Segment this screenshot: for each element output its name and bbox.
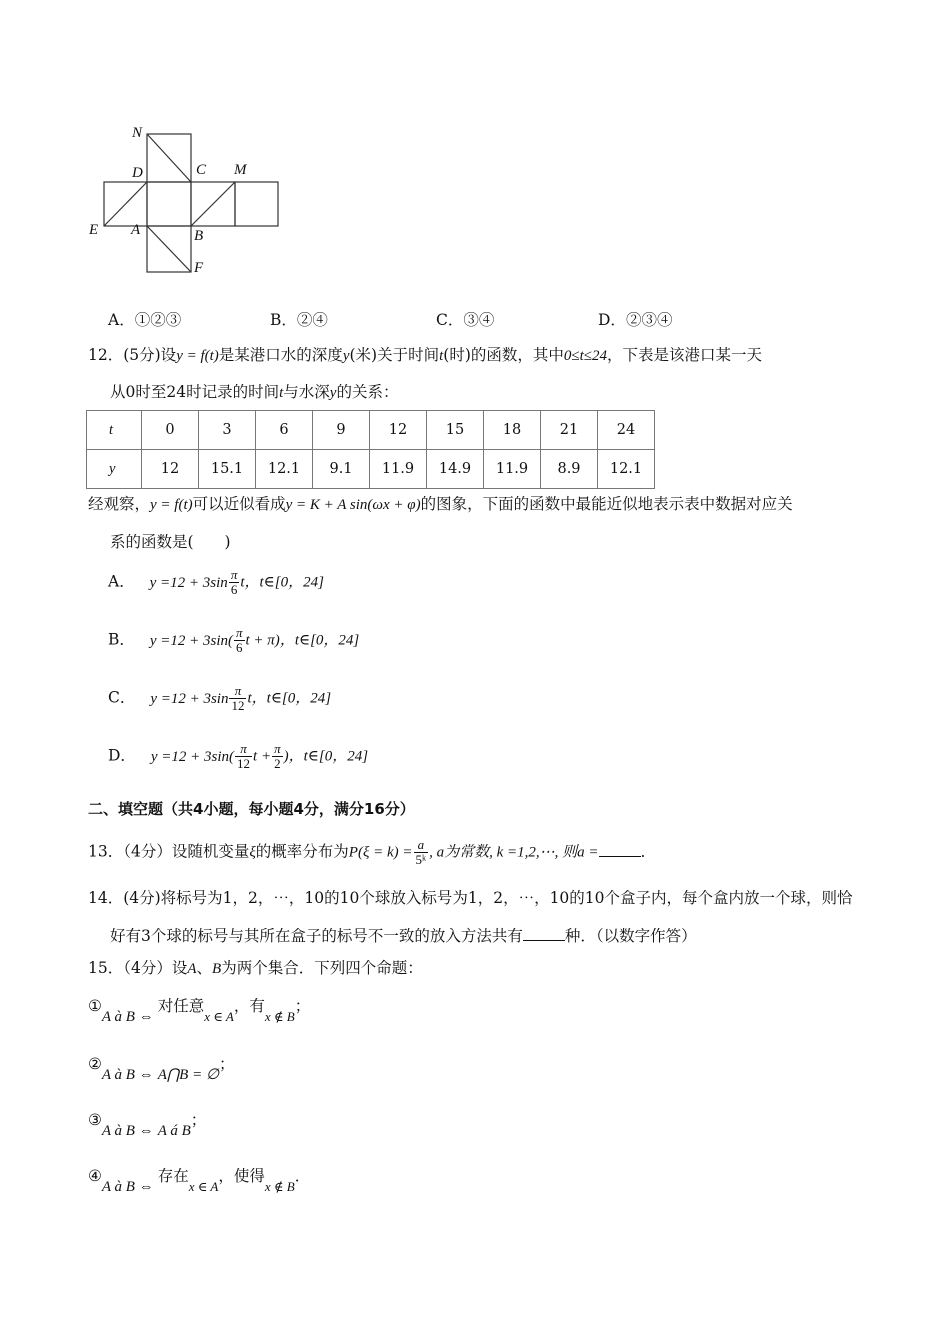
table-cell: 11.9 — [484, 450, 541, 489]
fraction-numerator: π — [274, 741, 281, 756]
q12-text: ，下表是该港口某一天 — [607, 346, 763, 364]
table-cell: 0 — [142, 411, 199, 450]
depth-table — [86, 410, 655, 489]
option-math: y =12 + 3sin — [149, 574, 228, 591]
q12-math: t — [279, 385, 284, 401]
table-cell: 15 — [427, 411, 484, 450]
proposition-math: A à B ⇔ — [101, 1179, 154, 1195]
q12-math: y = K + A sin(ωx + φ) — [285, 497, 421, 513]
option-domain: ，t∈[0，24] — [288, 748, 369, 765]
fraction-denominator: 5ᵏ — [415, 852, 427, 867]
q11-option-letter: D． — [598, 311, 626, 329]
q12-line-3 — [88, 494, 793, 515]
figure-label-m: M — [234, 162, 247, 178]
q12-math: y = f(t) — [150, 497, 193, 513]
table-row — [87, 450, 655, 489]
q12-option-b — [108, 626, 359, 655]
q12-text: (时)的函数，其中 — [443, 346, 564, 364]
proposition-text: ． — [294, 1167, 311, 1185]
q12-option-c — [108, 684, 331, 713]
figure-label-c: C — [196, 162, 207, 178]
table-cell: 12.1 — [256, 450, 313, 489]
q12-option-d — [108, 742, 368, 771]
q11-option-letter: A． — [108, 311, 135, 329]
figure-label-e: E — [89, 222, 99, 238]
proposition-math: A⋂B = ∅ — [157, 1067, 220, 1083]
q12-line-1 — [88, 345, 762, 366]
q11-option-letter: B． — [270, 311, 297, 329]
q12-text: 从0时至24时记录的时间 — [110, 383, 280, 401]
proposition-text: ； — [294, 997, 311, 1015]
fraction — [235, 742, 252, 771]
proposition-math: x ∈ A — [188, 1179, 219, 1194]
q13-math: P(ξ = k) = — [348, 844, 413, 861]
answer-blank[interactable] — [523, 926, 565, 941]
figure-label-a: A — [131, 222, 141, 238]
option-math: y =12 + 3sin — [150, 690, 229, 707]
table-cell: 15.1 — [199, 450, 256, 489]
proposition-number: ② — [88, 1055, 102, 1073]
proposition-math: x ∉ B — [264, 1009, 295, 1024]
table-cell: 3 — [199, 411, 256, 450]
fraction — [414, 838, 429, 867]
fraction-numerator: π — [230, 567, 238, 582]
proposition-math: A á B — [157, 1123, 191, 1139]
q13-text: 13．（4分）设随机变量 — [88, 842, 250, 861]
q12-text: 12．(5分)设 — [88, 346, 177, 364]
option-math: t + π) — [245, 632, 280, 649]
table-cell: 11.9 — [370, 450, 427, 489]
figure-label-f: F — [194, 260, 204, 276]
table-cell: 12.1 — [598, 450, 655, 489]
q12-text: 的图象，下面的函数中最能近似地表示表中数据对应关 — [420, 495, 793, 513]
q11-option-a — [108, 310, 181, 330]
q12-text: 是某港口水的深度 — [218, 346, 343, 364]
q15-text: 为两个集合．下列四个命题： — [221, 959, 423, 977]
cube-net-figure — [100, 128, 290, 278]
table-cell: 14.9 — [427, 450, 484, 489]
q12-math: t — [439, 348, 444, 364]
table-header-t: t — [87, 411, 142, 450]
q11-option-text: ②④ — [296, 311, 328, 329]
figure-label-b: B — [194, 228, 204, 244]
proposition-math: x ∈ A — [204, 1009, 234, 1024]
q12-text: 可以近似看成 — [192, 495, 286, 513]
q12-option-a — [108, 568, 324, 597]
q15-proposition-1 — [88, 996, 311, 1025]
proposition-math: A à B ⇔ — [101, 1123, 154, 1139]
proposition-text: 对任意 — [157, 997, 205, 1015]
q12-text: 与水深 — [283, 383, 330, 401]
q12-text: (米)关于时间 — [349, 346, 440, 364]
q12-line-4: 系的函数是( ) — [110, 533, 231, 551]
q13 — [88, 838, 656, 867]
proposition-text: ； — [219, 1055, 235, 1073]
table-cell: 8.9 — [541, 450, 598, 489]
fraction-numerator: a — [414, 838, 429, 853]
q11-option-text: ①②③ — [134, 311, 182, 329]
q14-line-2 — [110, 926, 697, 946]
option-math: t + — [253, 748, 272, 765]
q11-option-text: ③④ — [463, 311, 495, 329]
table-cell: 18 — [484, 411, 541, 450]
q12-math: y — [342, 348, 350, 364]
q15-proposition-2 — [88, 1054, 235, 1083]
table-cell: 12 — [370, 411, 427, 450]
fraction-numerator: π — [229, 684, 246, 699]
option-domain: ，t∈[0，24] — [244, 574, 324, 591]
table-row — [87, 411, 655, 450]
q11-option-d — [598, 310, 672, 330]
answer-blank[interactable] — [599, 842, 641, 857]
fraction — [229, 568, 240, 597]
fraction-denominator: 12 — [231, 698, 245, 713]
option-letter: A． — [108, 572, 135, 591]
figure-label-d: D — [132, 165, 143, 181]
proposition-number: ③ — [88, 1111, 102, 1129]
q14-line-1: 14．(4分)将标号为1，2，⋯，10的10个球放入标号为1，2，⋯，10的10个盒子内，每个盒内放一个球，则恰 — [88, 889, 853, 907]
q11-option-text: ②③④ — [625, 311, 673, 329]
proposition-math: A à B ⇔ — [101, 1009, 154, 1025]
q15-math: B — [212, 961, 222, 977]
option-math: ) — [283, 748, 289, 765]
fraction-numerator: π — [235, 625, 243, 640]
fraction-numerator: π — [235, 742, 252, 757]
fraction — [234, 626, 245, 655]
fraction — [272, 742, 283, 771]
q13-text: ． — [640, 842, 657, 861]
q14-text: 种．（以数字作答） — [564, 927, 697, 945]
q15-math: A — [187, 961, 197, 977]
table-cell: 24 — [598, 411, 655, 450]
q15-text: 15．（4分）设 — [88, 959, 188, 977]
option-letter: C． — [108, 688, 136, 707]
q15-text: 、 — [196, 959, 213, 977]
fraction — [229, 684, 246, 713]
q12-text: 经观察， — [88, 495, 151, 513]
option-letter: B． — [108, 630, 135, 649]
q13-math: ξ — [249, 844, 256, 861]
q13-math: , a为常数, k =1,2,⋯, 则a = — [429, 844, 599, 861]
fraction-denominator: 2 — [274, 756, 281, 771]
q12-math: y — [329, 385, 337, 401]
section-heading: 二、填空题（共4小题，每小题4分，满分16分） — [88, 800, 415, 818]
table-cell: 9 — [313, 411, 370, 450]
option-math: t — [240, 574, 245, 591]
proposition-text: ； — [190, 1111, 207, 1129]
proposition-number: ① — [88, 997, 102, 1015]
q15-proposition-3 — [88, 1110, 207, 1139]
proposition-math: x ∉ B — [264, 1179, 295, 1194]
proposition-text: 存在 — [157, 1167, 189, 1185]
q12-text: 的关系： — [336, 383, 399, 401]
fraction-denominator: 6 — [235, 640, 243, 655]
table-cell: 6 — [256, 411, 313, 450]
option-domain: ，t∈[0，24] — [279, 632, 360, 649]
fraction-denominator: 6 — [230, 582, 238, 597]
q11-option-c — [436, 310, 494, 330]
option-math: t — [247, 690, 252, 707]
q14-text: 好有3个球的标号与其所在盒子的标号不一致的放入方法共有 — [110, 927, 523, 945]
table-cell: 9.1 — [313, 450, 370, 489]
table-header-y: y — [87, 450, 142, 489]
option-math: y =12 + 3sin( — [150, 748, 235, 765]
figure-label-n: N — [132, 125, 143, 141]
q15-proposition-4 — [88, 1166, 311, 1195]
q11-option-letter: C． — [436, 311, 464, 329]
q13-text: 的概率分布为 — [255, 842, 349, 861]
q15-stem — [88, 958, 423, 979]
option-math: y =12 + 3sin( — [149, 632, 233, 649]
fraction-denominator: 12 — [237, 756, 251, 771]
q11-option-b — [270, 310, 328, 330]
table-cell: 21 — [541, 411, 598, 450]
table-cell: 12 — [142, 450, 199, 489]
proposition-number: ④ — [88, 1167, 102, 1185]
proposition-text: ，有 — [233, 997, 265, 1015]
option-domain: ，t∈[0，24] — [251, 690, 332, 707]
q12-math: 0≤t≤24 — [563, 348, 608, 364]
q12-math: y = f(t) — [176, 348, 219, 364]
q12-line-2 — [110, 382, 398, 403]
proposition-text: ，使得 — [218, 1167, 265, 1185]
option-letter: D． — [108, 746, 136, 765]
proposition-math: A à B ⇔ — [101, 1067, 154, 1083]
